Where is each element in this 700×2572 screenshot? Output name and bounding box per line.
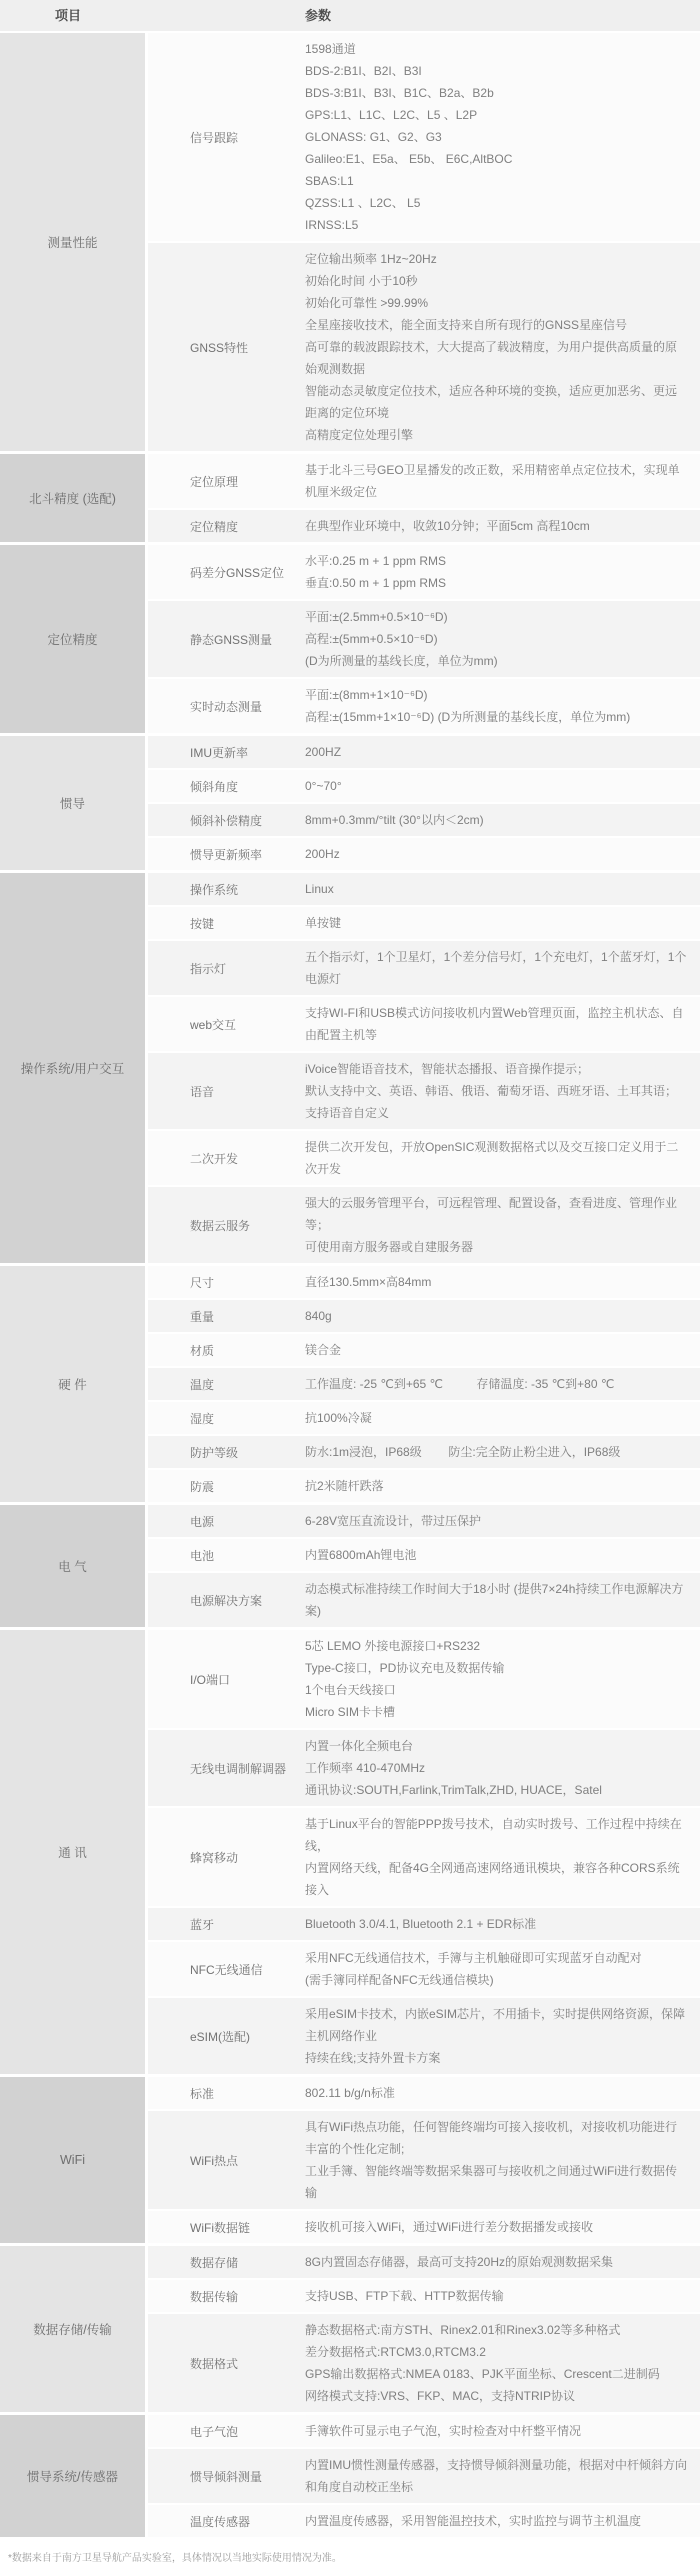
row-value-line: 可使用南方服务器或自建服务器 <box>305 1240 474 1254</box>
row-value-line: 高程:±(5mm+0.5×10⁻⁶D) <box>305 632 438 646</box>
category-block <box>0 736 700 870</box>
row-value-line: iVoice智能语音技术，智能状态播报、语音操作提示； <box>305 1062 590 1076</box>
row-values <box>305 1998 700 2074</box>
row-value-line: 1个电台天线接口 <box>305 1683 396 1697</box>
row-label: 标准 <box>190 2086 215 2101</box>
row-label: WiFi热点 <box>190 2153 238 2168</box>
table-body <box>0 33 700 2537</box>
row-value-line: 防水:1m浸泡，IP68级 防尘:完全防止粉尘进入，IP68级 <box>305 1445 621 1459</box>
row-label: WiFi数据链 <box>190 2220 250 2235</box>
row-value-line: Bluetooth 3.0/4.1, Bluetooth 2.1 + EDR标准 <box>305 1917 537 1931</box>
row-value-line: BDS-2:B1I、B2I、B3I <box>305 64 422 78</box>
row-values <box>305 1368 700 1400</box>
row-values <box>305 2449 700 2503</box>
row-label: 电源解决方案 <box>190 1593 263 1608</box>
row-value-line: 手簿软件可显示电子气泡，实时检查对中杆整平情况 <box>305 2424 582 2438</box>
table-row <box>148 804 700 836</box>
table-row <box>148 1334 700 1366</box>
table-row <box>148 2415 700 2447</box>
row-values <box>305 1334 700 1366</box>
row-values <box>305 736 700 768</box>
row-label: 湿度 <box>190 1411 215 1426</box>
category-block <box>0 873 700 1263</box>
row-label: 按键 <box>190 916 215 931</box>
table-row <box>148 2111 700 2209</box>
category-block <box>0 545 700 733</box>
row-value-line: 提供二次开发包，开放OpenSIC观测数据格式以及交互接口定义用于二次开发 <box>305 1140 679 1176</box>
category-rows <box>148 2415 700 2537</box>
category-label: 惯导系统/传感器 <box>27 2470 118 2484</box>
row-value-line: 初始化可靠性 >99.99% <box>305 296 429 310</box>
category-rows <box>148 454 700 542</box>
row-label: 电池 <box>190 1548 215 1563</box>
row-value-line: 内置6800mAh锂电池 <box>305 1548 417 1562</box>
row-value-line: 基于Linux平台的智能PPP拨号技术，自动实时拨号、工作过程中持续在线， <box>305 1817 682 1853</box>
table-row <box>148 1131 700 1185</box>
category-label: 北斗精度 (选配) <box>29 492 116 506</box>
table-row <box>148 2280 700 2312</box>
row-label: 码差分GNSS定位 <box>190 565 285 580</box>
row-value-line: SBAS:L1 <box>305 174 354 188</box>
category-cell <box>0 736 145 870</box>
category-label: 硬 件 <box>58 1378 87 1392</box>
category-label: 通 讯 <box>58 1846 87 1860</box>
row-label: 蓝牙 <box>190 1917 215 1932</box>
row-values <box>305 2280 700 2312</box>
row-value-line: 840g <box>305 1309 332 1323</box>
table-row <box>148 873 700 905</box>
row-value-line: 定位输出频率 1Hz~20Hz <box>305 252 437 266</box>
row-value-line: GPS输出数据格式:NMEA 0183、PJK平面坐标、Crescent二进制码 <box>305 2367 660 2381</box>
row-label: 二次开发 <box>190 1151 239 1166</box>
row-label: 数据格式 <box>190 2356 239 2371</box>
row-values <box>305 907 700 939</box>
row-label: 重量 <box>190 1309 215 1324</box>
table-row <box>148 2314 700 2412</box>
row-values <box>305 243 700 451</box>
row-values <box>305 1630 700 1728</box>
row-label: 材质 <box>190 1343 215 1358</box>
table-row <box>148 2505 700 2537</box>
category-cell <box>0 33 145 451</box>
row-value-line: 支持USB、FTP下载、HTTP数据传输 <box>305 2289 504 2303</box>
row-label: IMU更新率 <box>190 745 248 760</box>
row-label: eSIM(选配) <box>190 2029 251 2044</box>
table-row <box>148 1187 700 1263</box>
row-label: 惯导倾斜测量 <box>190 2469 263 2484</box>
row-value-line: 工作温度: -25 ℃到+65 ℃ 存储温度: -35 ℃到+80 ℃ <box>305 1377 615 1391</box>
row-value-line: 内置温度传感器，采用智能温控技术，实时监控与调节主机温度 <box>305 2514 642 2528</box>
category-label: 电 气 <box>58 1560 87 1574</box>
row-value-line: 基于北斗三号GEO卫星播发的改正数，采用精密单点定位技术，实现单机厘米级定位 <box>305 463 680 499</box>
row-values <box>305 2246 700 2278</box>
row-values <box>305 2077 700 2109</box>
row-label: 惯导更新频率 <box>190 847 263 862</box>
category-rows <box>148 33 700 451</box>
category-rows <box>148 1630 700 2074</box>
row-value-line: 直径130.5mm×高84mm <box>305 1275 432 1289</box>
row-value-line: (D为所测量的基线长度，单位为mm) <box>305 654 498 668</box>
category-cell <box>0 2077 145 2243</box>
row-value-line: 工作频率 410-470MHz <box>305 1761 426 1775</box>
row-label: 指示灯 <box>190 961 227 976</box>
row-value-line: 差分数据格式:RTCM3.0,RTCM3.2 <box>305 2345 486 2359</box>
row-values <box>305 1300 700 1332</box>
row-value-line: 默认支持中文、英语、韩语、俄语、葡萄牙语、西班牙语、土耳其语；支持语音自定义 <box>305 1084 678 1120</box>
row-values <box>305 2415 700 2447</box>
category-cell <box>0 545 145 733</box>
row-value-line: 持续在线;支持外置卡方案 <box>305 2051 441 2065</box>
row-label: 数据云服务 <box>190 1218 251 1233</box>
row-values <box>305 941 700 995</box>
header-param-column: 参数 <box>305 8 332 23</box>
row-value-line: 高可靠的载波跟踪技术，大大提高了载波精度，为用户提供高质量的原始观测数据 <box>305 340 678 376</box>
row-label: 电子气泡 <box>190 2424 239 2439</box>
category-block <box>0 33 700 451</box>
category-label: WiFi <box>60 2153 85 2167</box>
row-values <box>305 2314 700 2412</box>
category-block <box>0 2415 700 2537</box>
row-value-line: 智能动态灵敏度定位技术，适应各种环境的变换，适应更加恶劣、更远距离的定位环境 <box>305 384 678 420</box>
category-rows <box>148 2077 700 2243</box>
row-label: 信号跟踪 <box>190 130 239 145</box>
table-row <box>148 1402 700 1434</box>
row-label: 数据传输 <box>190 2289 239 2304</box>
row-values <box>305 997 700 1051</box>
table-header <box>0 0 700 31</box>
row-label: I/O端口 <box>190 1672 231 1687</box>
row-value-line: 5芯 LEMO 外接电源接口+RS232 <box>305 1639 481 1653</box>
row-label: 电源 <box>190 1514 215 1529</box>
row-label: web交互 <box>190 1017 237 1032</box>
row-value-line: 采用eSIM卡技术，内嵌eSIM芯片，不用插卡，实时提供网络资源，保障主机网络作业 <box>305 2007 686 2043</box>
table-row <box>148 1436 700 1468</box>
category-label: 惯导 <box>59 797 85 811</box>
table-row <box>148 1053 700 1129</box>
row-values <box>305 2111 700 2209</box>
category-cell <box>0 2415 145 2537</box>
row-value-line: 8mm+0.3mm/°tilt (30°以内＜2cm) <box>305 813 484 827</box>
category-block <box>0 2246 700 2412</box>
row-label: 操作系统 <box>190 882 239 897</box>
row-values <box>305 873 700 905</box>
table-row <box>148 1300 700 1332</box>
table-row <box>148 454 700 508</box>
row-value-line: 高精度定位处理引擎 <box>305 428 414 442</box>
row-values <box>305 1942 700 1996</box>
row-value-line: 抗2米随杆跌落 <box>305 1479 384 1493</box>
table-row <box>148 1908 700 1940</box>
category-block <box>0 1630 700 2074</box>
row-value-line: Type-C接口，PD协议充电及数据传输 <box>305 1661 505 1675</box>
table-row <box>148 2246 700 2278</box>
row-value-line: 五个指示灯，1个卫星灯，1个差分信号灯，1个充电灯，1个蓝牙灯，1个电源灯 <box>305 950 687 986</box>
table-row <box>148 907 700 939</box>
row-values <box>305 1808 700 1906</box>
row-value-line: 200HZ <box>305 745 342 759</box>
row-label: 语音 <box>190 1084 215 1099</box>
row-label: 防护等级 <box>190 1445 239 1460</box>
table-row <box>148 1808 700 1906</box>
table-row <box>148 1368 700 1400</box>
row-label: NFC无线通信 <box>190 1962 263 1977</box>
row-values <box>305 33 700 241</box>
category-rows <box>148 545 700 733</box>
row-value-line: 强大的云服务管理平台，可远程管理、配置设备，查看进度、管理作业等； <box>305 1196 678 1232</box>
row-label: 尺寸 <box>190 1275 215 1290</box>
row-value-line: BDS-3:B1I、B3I、B1C、B2a、B2b <box>305 86 494 100</box>
row-values <box>305 1573 700 1627</box>
row-values <box>305 510 700 542</box>
row-value-line: 水平:0.25 m + 1 ppm RMS <box>305 554 447 568</box>
category-label: 操作系统/用户交互 <box>20 1062 125 1076</box>
category-cell <box>0 1505 145 1627</box>
row-value-line: 采用NFC无线通信技术，手簿与主机触碰即可实现蓝牙自动配对 <box>305 1951 642 1965</box>
category-label: 测量性能 <box>47 236 98 250</box>
category-cell <box>0 1630 145 2074</box>
row-values <box>305 454 700 508</box>
row-value-line: 初始化时间 小于10秒 <box>305 274 418 288</box>
row-values <box>305 804 700 836</box>
table-row <box>148 997 700 1051</box>
row-label: 实时动态测量 <box>190 699 263 714</box>
row-value-line: 全星座接收技术，能全面支持来自所有现行的GNSS星座信号 <box>305 318 628 332</box>
row-label: 定位原理 <box>190 474 239 489</box>
row-label: 倾斜补偿精度 <box>190 813 263 828</box>
row-label: 蜂窝移动 <box>190 1850 239 1865</box>
table-row <box>148 1470 700 1502</box>
category-rows <box>148 1505 700 1627</box>
table-row <box>148 545 700 599</box>
row-values <box>305 1266 700 1298</box>
category-label: 定位精度 <box>47 633 98 647</box>
row-label: 无线电调制解调器 <box>190 1761 287 1776</box>
row-value-line: 内置网络天线，配备4G全网通高速网络通讯模块，兼容各种CORS系统接入 <box>305 1861 680 1897</box>
category-label: 数据存储/传输 <box>33 2323 112 2337</box>
row-values <box>305 1436 700 1468</box>
row-label: 温度 <box>190 1377 215 1392</box>
row-value-line: 内置一体化全频电台 <box>305 1739 414 1753</box>
row-value-line: 在典型作业环境中，收敛10分钟；平面5cm 高程10cm <box>305 519 590 533</box>
row-value-line: 垂直:0.50 m + 1 ppm RMS <box>305 576 447 590</box>
category-cell <box>0 873 145 1263</box>
table-row <box>148 33 700 241</box>
category-cell <box>0 1266 145 1502</box>
row-values <box>305 2211 700 2243</box>
table-row <box>148 2211 700 2243</box>
category-rows <box>148 1266 700 1502</box>
row-label: 数据存储 <box>190 2255 239 2270</box>
row-value-line: 0°~70° <box>305 779 342 793</box>
category-cell <box>0 454 145 542</box>
row-value-line: 动态模式标准持续工作时间大于18小时 (提供7×24h持续工作电源解决方案) <box>305 1582 684 1618</box>
row-value-line: 具有WiFi热点功能，任何智能终端均可接入接收机，对接收机功能进行丰富的个性化定制; <box>305 2120 677 2156</box>
row-value-line: GPS:L1、L1C、L2C、L5 、L2P <box>305 108 478 122</box>
row-value-line: 200Hz <box>305 847 340 861</box>
row-value-line: 静态数据格式:南方STH、Rinex2.01和Rinex3.02等多种格式 <box>305 2323 621 2337</box>
row-value-line: 平面:±(2.5mm+0.5×10⁻⁶D) <box>305 610 448 624</box>
row-value-line: 8G内置固态存储器，最高可支持20Hz的原始观测数据采集 <box>305 2255 614 2269</box>
table-row <box>148 1630 700 1728</box>
category-block <box>0 1266 700 1502</box>
table-row <box>148 1539 700 1571</box>
row-value-line: QZSS:L1 、L2C、 L5 <box>305 196 421 210</box>
row-value-line: (需手簿同样配备NFC无线通信模块) <box>305 1973 494 1987</box>
row-values <box>305 1730 700 1806</box>
row-label: GNSS特性 <box>190 340 249 355</box>
category-rows <box>148 873 700 1263</box>
row-value-line: 高程:±(15mm+1×10⁻⁶D) (D为所测量的基线长度，单位为mm) <box>305 710 631 724</box>
category-block <box>0 454 700 542</box>
category-block <box>0 2077 700 2243</box>
table-row <box>148 2077 700 2109</box>
table-row <box>148 1942 700 1996</box>
row-label: 温度传感器 <box>190 2514 251 2529</box>
row-values <box>305 770 700 802</box>
table-row <box>148 510 700 542</box>
row-values <box>305 601 700 677</box>
category-cell <box>0 2246 145 2412</box>
row-values <box>305 679 700 733</box>
row-value-line: 抗100%冷凝 <box>305 1411 372 1425</box>
row-value-line: IRNSS:L5 <box>305 218 359 232</box>
row-value-line: 通讯协议:SOUTH,Farlink,TrimTalk,ZHD, HUACE，Satel <box>305 1783 602 1797</box>
row-label: 静态GNSS测量 <box>190 632 273 647</box>
category-block <box>0 1505 700 1627</box>
row-values <box>305 1908 700 1940</box>
row-value-line: 6-28V宽压直流设计，带过压保护 <box>305 1514 482 1528</box>
table-row <box>148 679 700 733</box>
row-label: 定位精度 <box>190 519 239 534</box>
row-value-line: 内置IMU惯性测量传感器，支持惯导倾斜测量功能，根据对中杆倾斜方向和角度自动校正坐标 <box>305 2458 687 2494</box>
row-value-line: 平面:±(8mm+1×10⁻⁶D) <box>305 688 428 702</box>
table-row <box>148 2449 700 2503</box>
row-label: 倾斜角度 <box>190 779 239 794</box>
table-row <box>148 601 700 677</box>
category-rows <box>148 2246 700 2412</box>
table-row <box>148 1998 700 2074</box>
row-values <box>305 1505 700 1537</box>
row-values <box>305 2505 700 2537</box>
row-value-line: 网络模式支持:VRS、FKP、MAC，支持NTRIP协议 <box>305 2389 576 2403</box>
header-item-column: 项目 <box>55 8 82 23</box>
row-values <box>305 1470 700 1502</box>
row-value-line: 1598通道 <box>305 42 356 56</box>
table-row <box>148 941 700 995</box>
category-rows <box>148 736 700 870</box>
row-values <box>305 838 700 870</box>
table-row <box>148 243 700 451</box>
table-row <box>148 1505 700 1537</box>
table-row <box>148 1573 700 1627</box>
row-values <box>305 1131 700 1185</box>
row-values <box>305 1187 700 1263</box>
row-value-line: 工业手簿、智能终端等数据采集器可与接收机之间通过WiFi进行数据传输 <box>305 2164 677 2200</box>
row-values <box>305 545 700 599</box>
row-value-line: Micro SIM卡卡槽 <box>305 1705 396 1719</box>
row-value-line: 单按键 <box>305 916 342 930</box>
row-value-line: Linux <box>305 882 334 896</box>
row-label: 防震 <box>190 1479 215 1494</box>
row-value-line: 802.11 b/g/n标准 <box>305 2086 395 2100</box>
row-value-line: GLONASS: G1、G2、G3 <box>305 130 442 144</box>
table-row <box>148 736 700 768</box>
footnote: *数据来自于南方卫星导航产品实验室，具体情况以当地实际使用情况为准。 <box>8 2553 342 2564</box>
table-row <box>148 1266 700 1298</box>
row-values <box>305 1402 700 1434</box>
table-row <box>148 770 700 802</box>
row-value-line: 接收机可接入WiFi，通过WiFi进行差分数据播发或接收 <box>305 2220 593 2234</box>
row-values <box>305 1539 700 1571</box>
row-values <box>305 1053 700 1129</box>
row-value-line: 镁合金 <box>305 1343 342 1357</box>
table-row <box>148 1730 700 1806</box>
table-row <box>148 838 700 870</box>
row-value-line: 支持WI-FI和USB模式访问接收机内置Web管理页面，监控主机状态、自由配置主机等 <box>305 1006 684 1042</box>
row-value-line: Galileo:E1、E5a、 E5b、 E6C,AltBOC <box>305 152 513 166</box>
